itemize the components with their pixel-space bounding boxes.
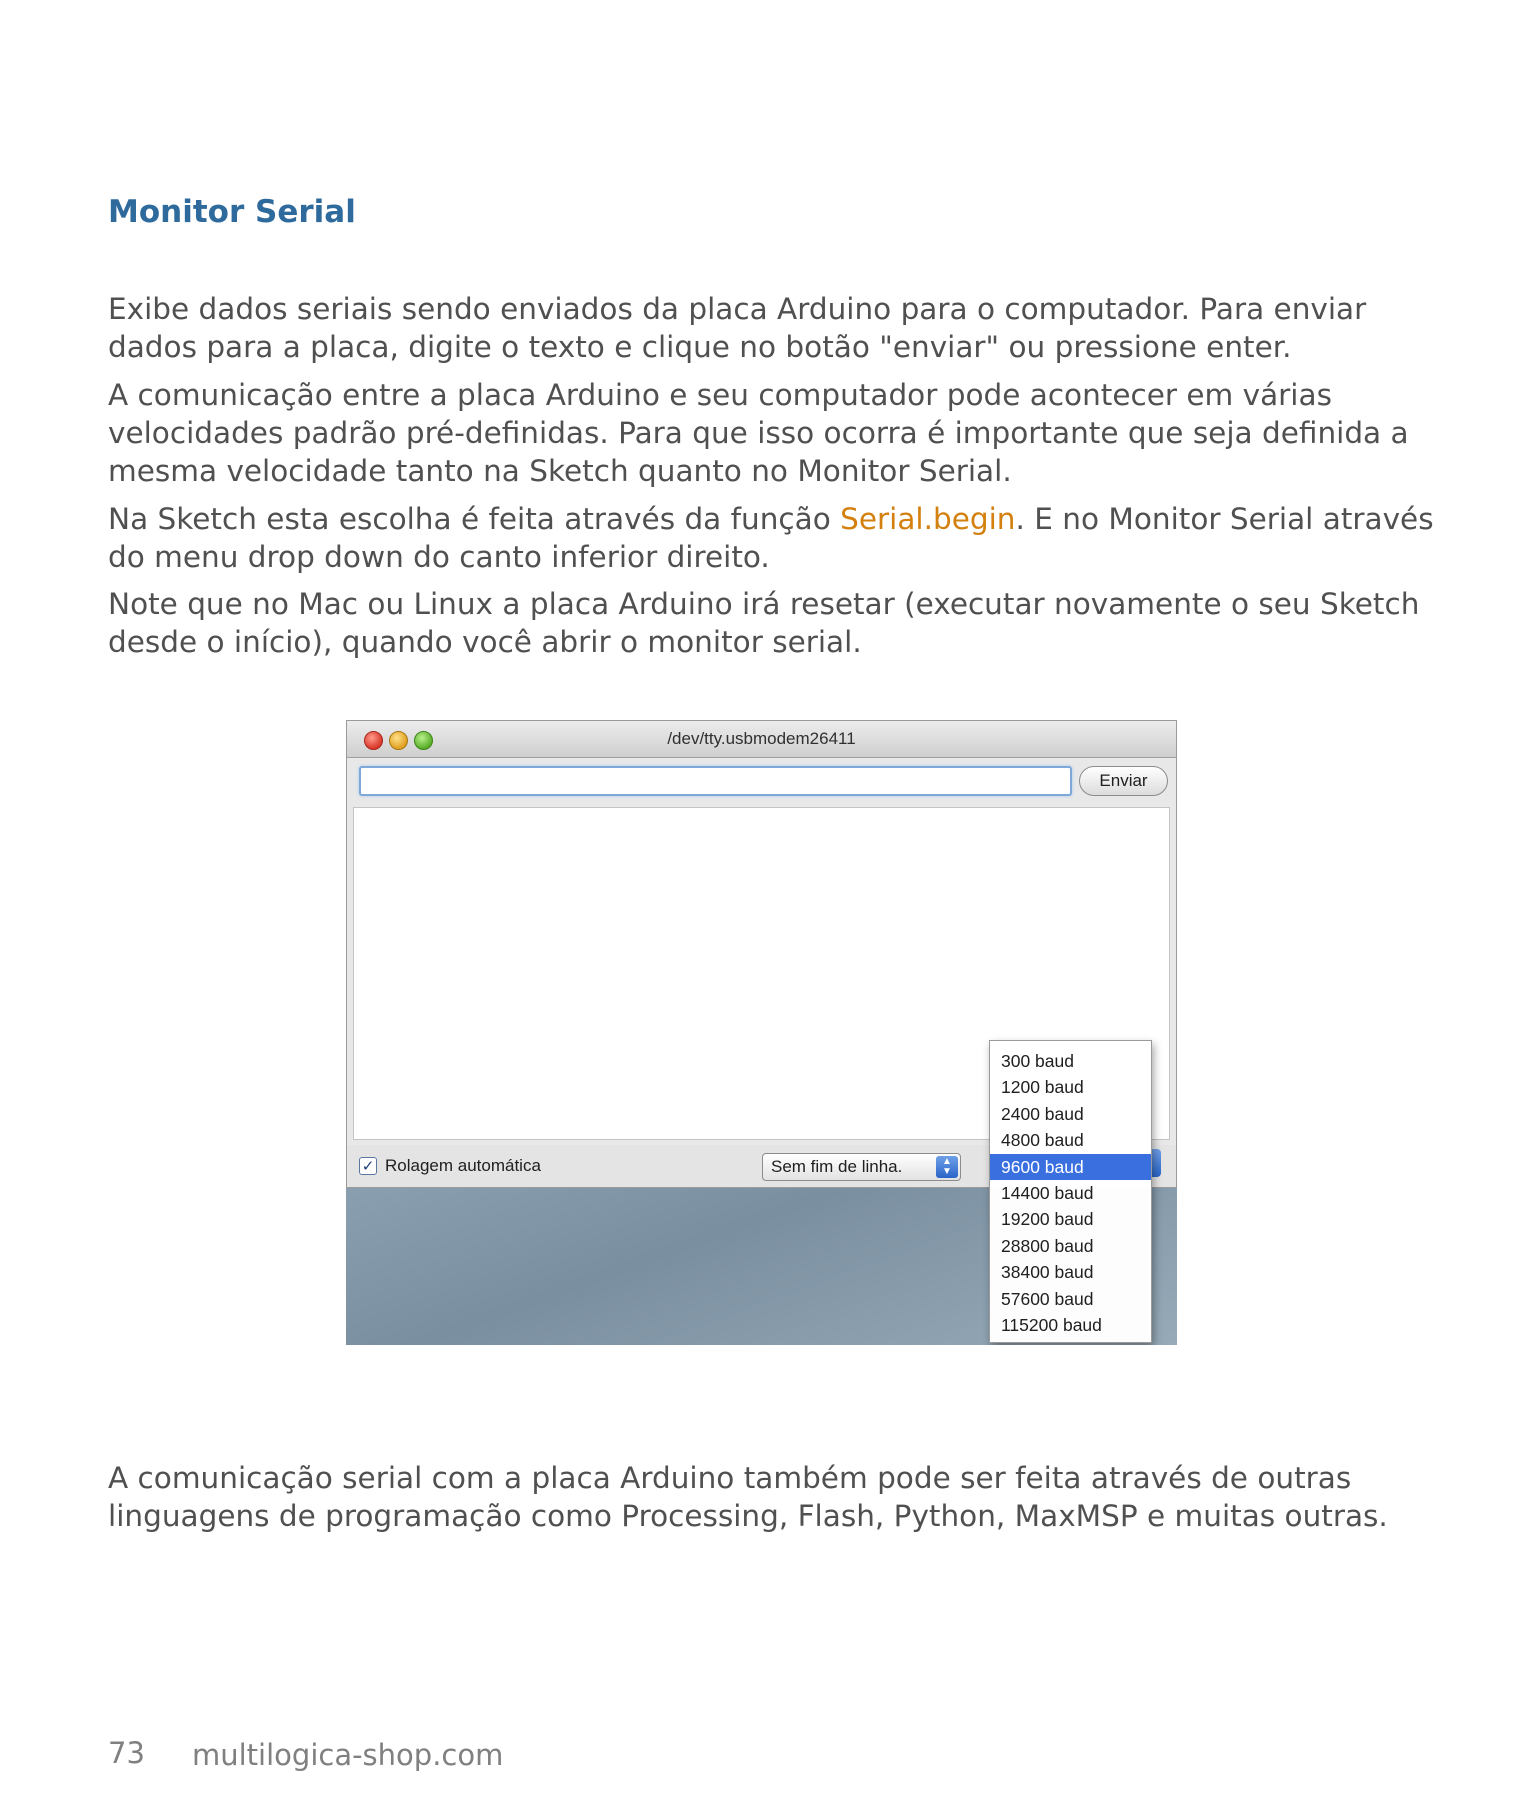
paragraph-intro: Exibe dados seriais sendo enviados da placa Arduino para o computador. Para enviar dados para a placa, digite o texto e clique no botão "enviar" ou pressione enter. — [108, 292, 1367, 364]
paragraph-serial-begin — [108, 500, 1448, 576]
serial-monitor-screenshot — [346, 720, 1177, 1345]
baud-option-57600[interactable]: 57600 baud — [1001, 1288, 1094, 1309]
baud-option-2400[interactable]: 2400 baud — [1001, 1103, 1084, 1124]
baud-option-28800[interactable]: 28800 baud — [1001, 1235, 1094, 1256]
paragraph-serial-begin-text-after: . E no Monitor Serial através do menu drop down do canto inferior direito. — [108, 502, 1434, 574]
baud-option-115200[interactable]: 115200 baud — [1001, 1314, 1102, 1335]
send-button[interactable]: Enviar — [1079, 766, 1168, 796]
footer-site: multilogica-shop.com — [192, 1738, 504, 1772]
baud-option-300[interactable]: 300 baud — [1001, 1051, 1074, 1071]
line-ending-select[interactable] — [762, 1153, 961, 1181]
autoscroll-label: Rolagem automática — [385, 1156, 541, 1175]
checkmark-icon: ✓ — [361, 1157, 375, 1175]
serial-begin-code: Serial.begin — [840, 502, 1016, 536]
paragraph-serial-begin-text-before: Na Sketch esta escolha é feita através da função — [108, 502, 841, 536]
window-titlebar — [347, 721, 1176, 758]
baud-rate-menu[interactable] — [989, 1040, 1152, 1343]
baud-option-1200[interactable]: 1200 baud — [1001, 1077, 1084, 1098]
baud-option-19200[interactable]: 19200 baud — [1001, 1209, 1094, 1230]
page-number: 73 — [108, 1736, 145, 1770]
baud-option-38400[interactable]: 38400 baud — [1001, 1262, 1094, 1283]
paragraph-reset-note: Note que no Mac ou Linux a placa Arduino irá resetar (executar novamente o seu Sketch desde o início), quando você abrir o monitor serial. — [108, 587, 1420, 659]
window-title: /dev/tty.usbmodem26411 — [667, 729, 856, 748]
line-ending-value: Sem fim de linha. — [771, 1157, 903, 1176]
autoscroll-checkbox[interactable] — [359, 1157, 377, 1175]
baud-option-14400[interactable]: 14400 baud — [1001, 1182, 1094, 1203]
paragraph-speeds: A comunicação entre a placa Arduino e seu computador pode acontecer em várias velocidades padrão pré-definidas. Para que isso ocorra é importante que seja definida a mesma velocidade tanto na Sketch quanto no Monitor Serial. — [108, 378, 1409, 488]
section-heading: Monitor Serial — [108, 194, 356, 230]
send-input[interactable] — [359, 766, 1072, 796]
baud-option-9600-selected[interactable]: 9600 baud — [990, 1154, 1151, 1180]
paragraph-other-languages: A comunicação serial com a placa Arduino também pode ser feita através de outras linguagens de programação como Processing, Flash, Python, MaxMSP e muitas outras. — [108, 1461, 1388, 1533]
baud-select-arrows-icon[interactable] — [1152, 1149, 1161, 1177]
select-arrows-icon: ▲ ▼ — [936, 1156, 958, 1178]
baud-option-4800[interactable]: 4800 baud — [1001, 1130, 1084, 1151]
